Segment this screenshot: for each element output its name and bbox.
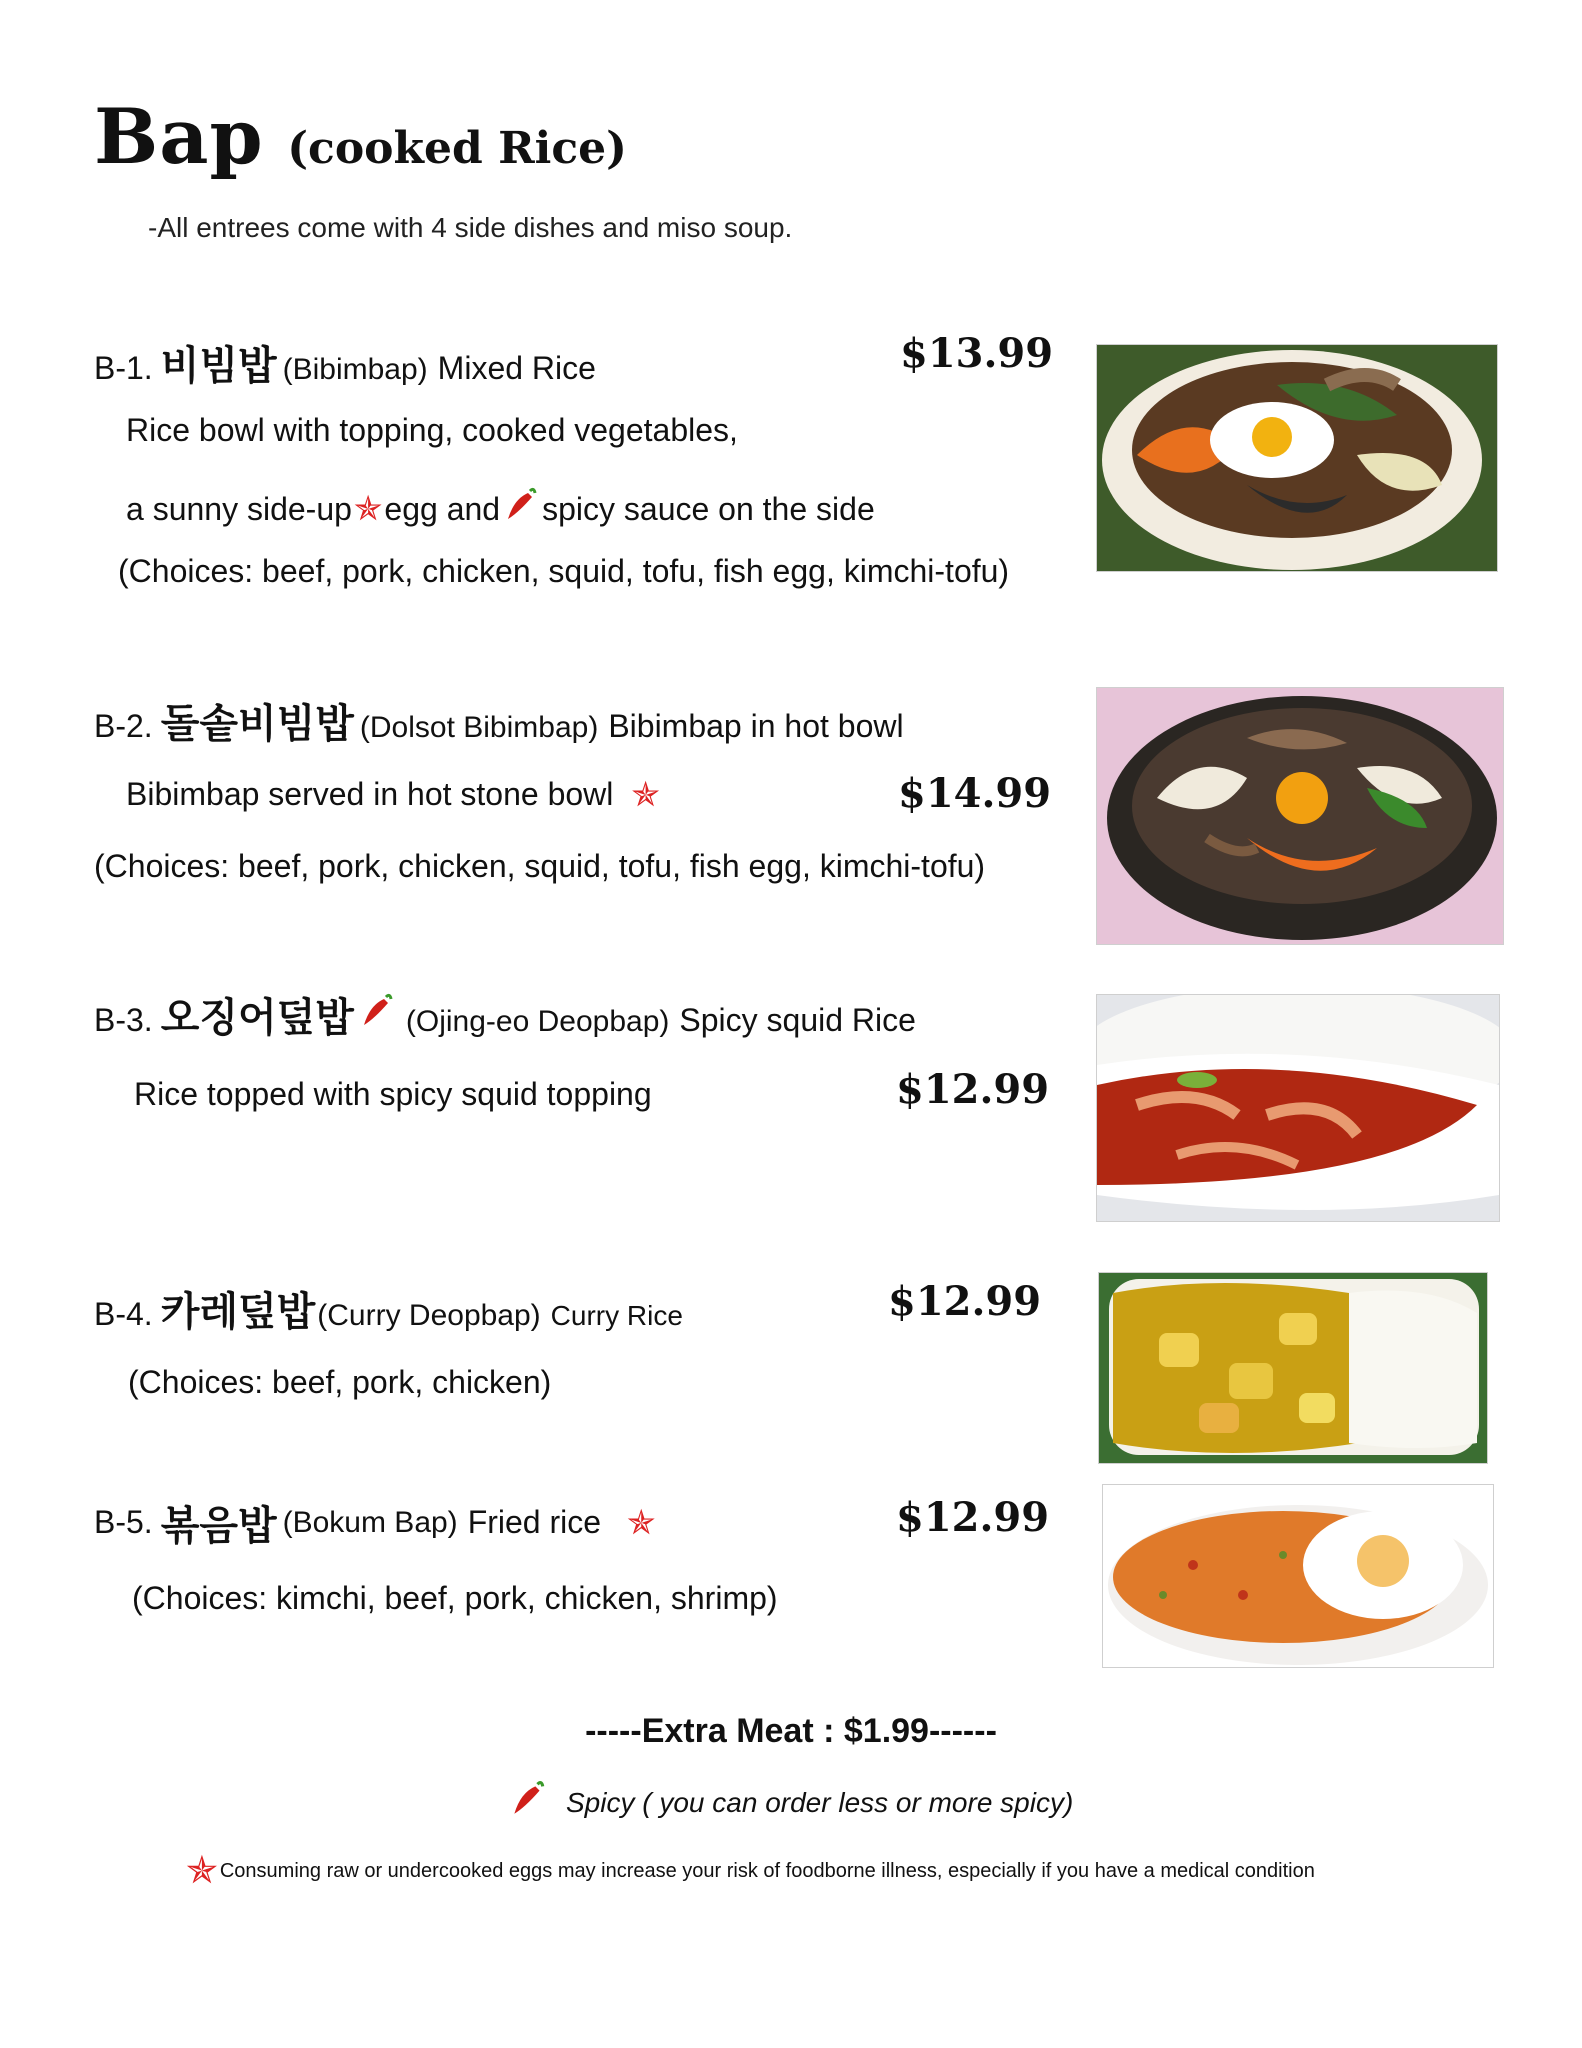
item-korean-name: 볶음밥 [160,1503,277,1549]
disclaimer-text: Consuming raw or undercooked eggs may increase your risk of foodborne illness, especially if you have a medical condition [219,1859,1315,1882]
item-english-name: Mixed Rice [437,350,596,386]
desc-part: spicy sauce on the side [542,490,875,527]
item-code: B-4. [94,1296,153,1332]
title-sub: (cooked Rice) [287,123,627,174]
item-b5-choices: (Choices: kimchi, beef, pork, chicken, shrimp) [132,1580,778,1616]
item-b4-price: $12.99 [888,1278,1042,1325]
chili-pepper-icon [504,485,538,533]
raw-egg-warning-star-icon: ✯ [186,1850,218,1892]
item-code: B-3. [94,1002,153,1038]
item-b3-heading [94,986,916,1043]
item-b1-heading [94,334,596,391]
item-romanized-name: (Curry Deopbap) [317,1299,541,1332]
desc-part: Bibimbap served in hot stone bowl [126,776,614,812]
title-main: Bap [94,92,264,181]
item-b2-heading [94,692,904,749]
item-korean-name: 돌솥비빔밥 [160,701,354,747]
item-english-name: Fried rice [467,1504,602,1540]
raw-egg-warning-star-icon: ✯ [631,775,660,814]
item-romanized-name: (Bibimbap) [282,353,428,386]
item-b1-desc-line1: Rice bowl with topping, cooked vegetables, [126,412,738,448]
item-b2-choices: (Choices: beef, pork, chicken, squid, tofu, fish egg, kimchi-tofu) [94,848,986,884]
item-b4-heading [94,1280,683,1337]
page-title [94,92,627,181]
bibimbap-photo [1096,344,1498,572]
fried-rice-photo [1102,1484,1494,1668]
item-b4-choices: (Choices: beef, pork, chicken) [128,1364,552,1400]
item-code: B-1. [94,350,153,386]
spicy-legend [510,1778,1073,1827]
item-b2-price: $14.99 [898,770,1052,817]
spicy-legend-text: Spicy ( you can order less or more spicy) [566,1786,1074,1818]
item-korean-name: 비빔밥 [160,343,277,389]
subtitle: -All entrees come with 4 side dishes and miso soup. [148,212,793,243]
raw-egg-warning-star-icon: ✯ [627,1503,656,1542]
item-b1-price: $13.99 [900,330,1054,377]
item-romanized-name: (Ojing-eo Deopbap) [405,1005,670,1038]
item-b3-desc: Rice topped with spicy squid topping [134,1076,652,1112]
item-b2-desc [126,776,660,813]
item-code: B-2. [94,708,153,744]
item-b5-heading [94,1494,656,1551]
item-english-name: Spicy squid Rice [679,1002,916,1038]
raw-egg-disclaimer [186,1852,1315,1890]
item-code: B-5. [94,1504,153,1540]
desc-part: egg and [384,490,501,527]
item-b1-desc-line2 [126,485,875,533]
extra-meat-note: -----Extra Meat : $1.99------ [585,1712,997,1750]
item-b3-price: $12.99 [896,1066,1050,1113]
item-english-name: Bibimbap in hot bowl [608,708,904,744]
item-b5-price: $12.99 [896,1494,1050,1541]
desc-part: a sunny side-up [126,490,352,527]
chili-pepper-icon [510,1778,546,1827]
chili-pepper-icon [360,991,394,1039]
curry-rice-photo [1098,1272,1488,1464]
item-korean-name: 오징어덮밥 [160,995,354,1041]
raw-egg-warning-star-icon: ✯ [353,490,383,528]
item-english-name: Curry Rice [550,1300,683,1331]
item-romanized-name: (Bokum Bap) [282,1505,458,1539]
item-korean-name: 카레덮밥 [160,1289,316,1335]
dolsot-bibimbap-photo [1096,687,1504,945]
spicy-squid-rice-photo [1096,994,1500,1222]
item-b1-choices: (Choices: beef, pork, chicken, squid, tofu, fish egg, kimchi-tofu) [118,553,1010,589]
item-romanized-name: (Dolsot Bibimbap) [359,711,599,744]
